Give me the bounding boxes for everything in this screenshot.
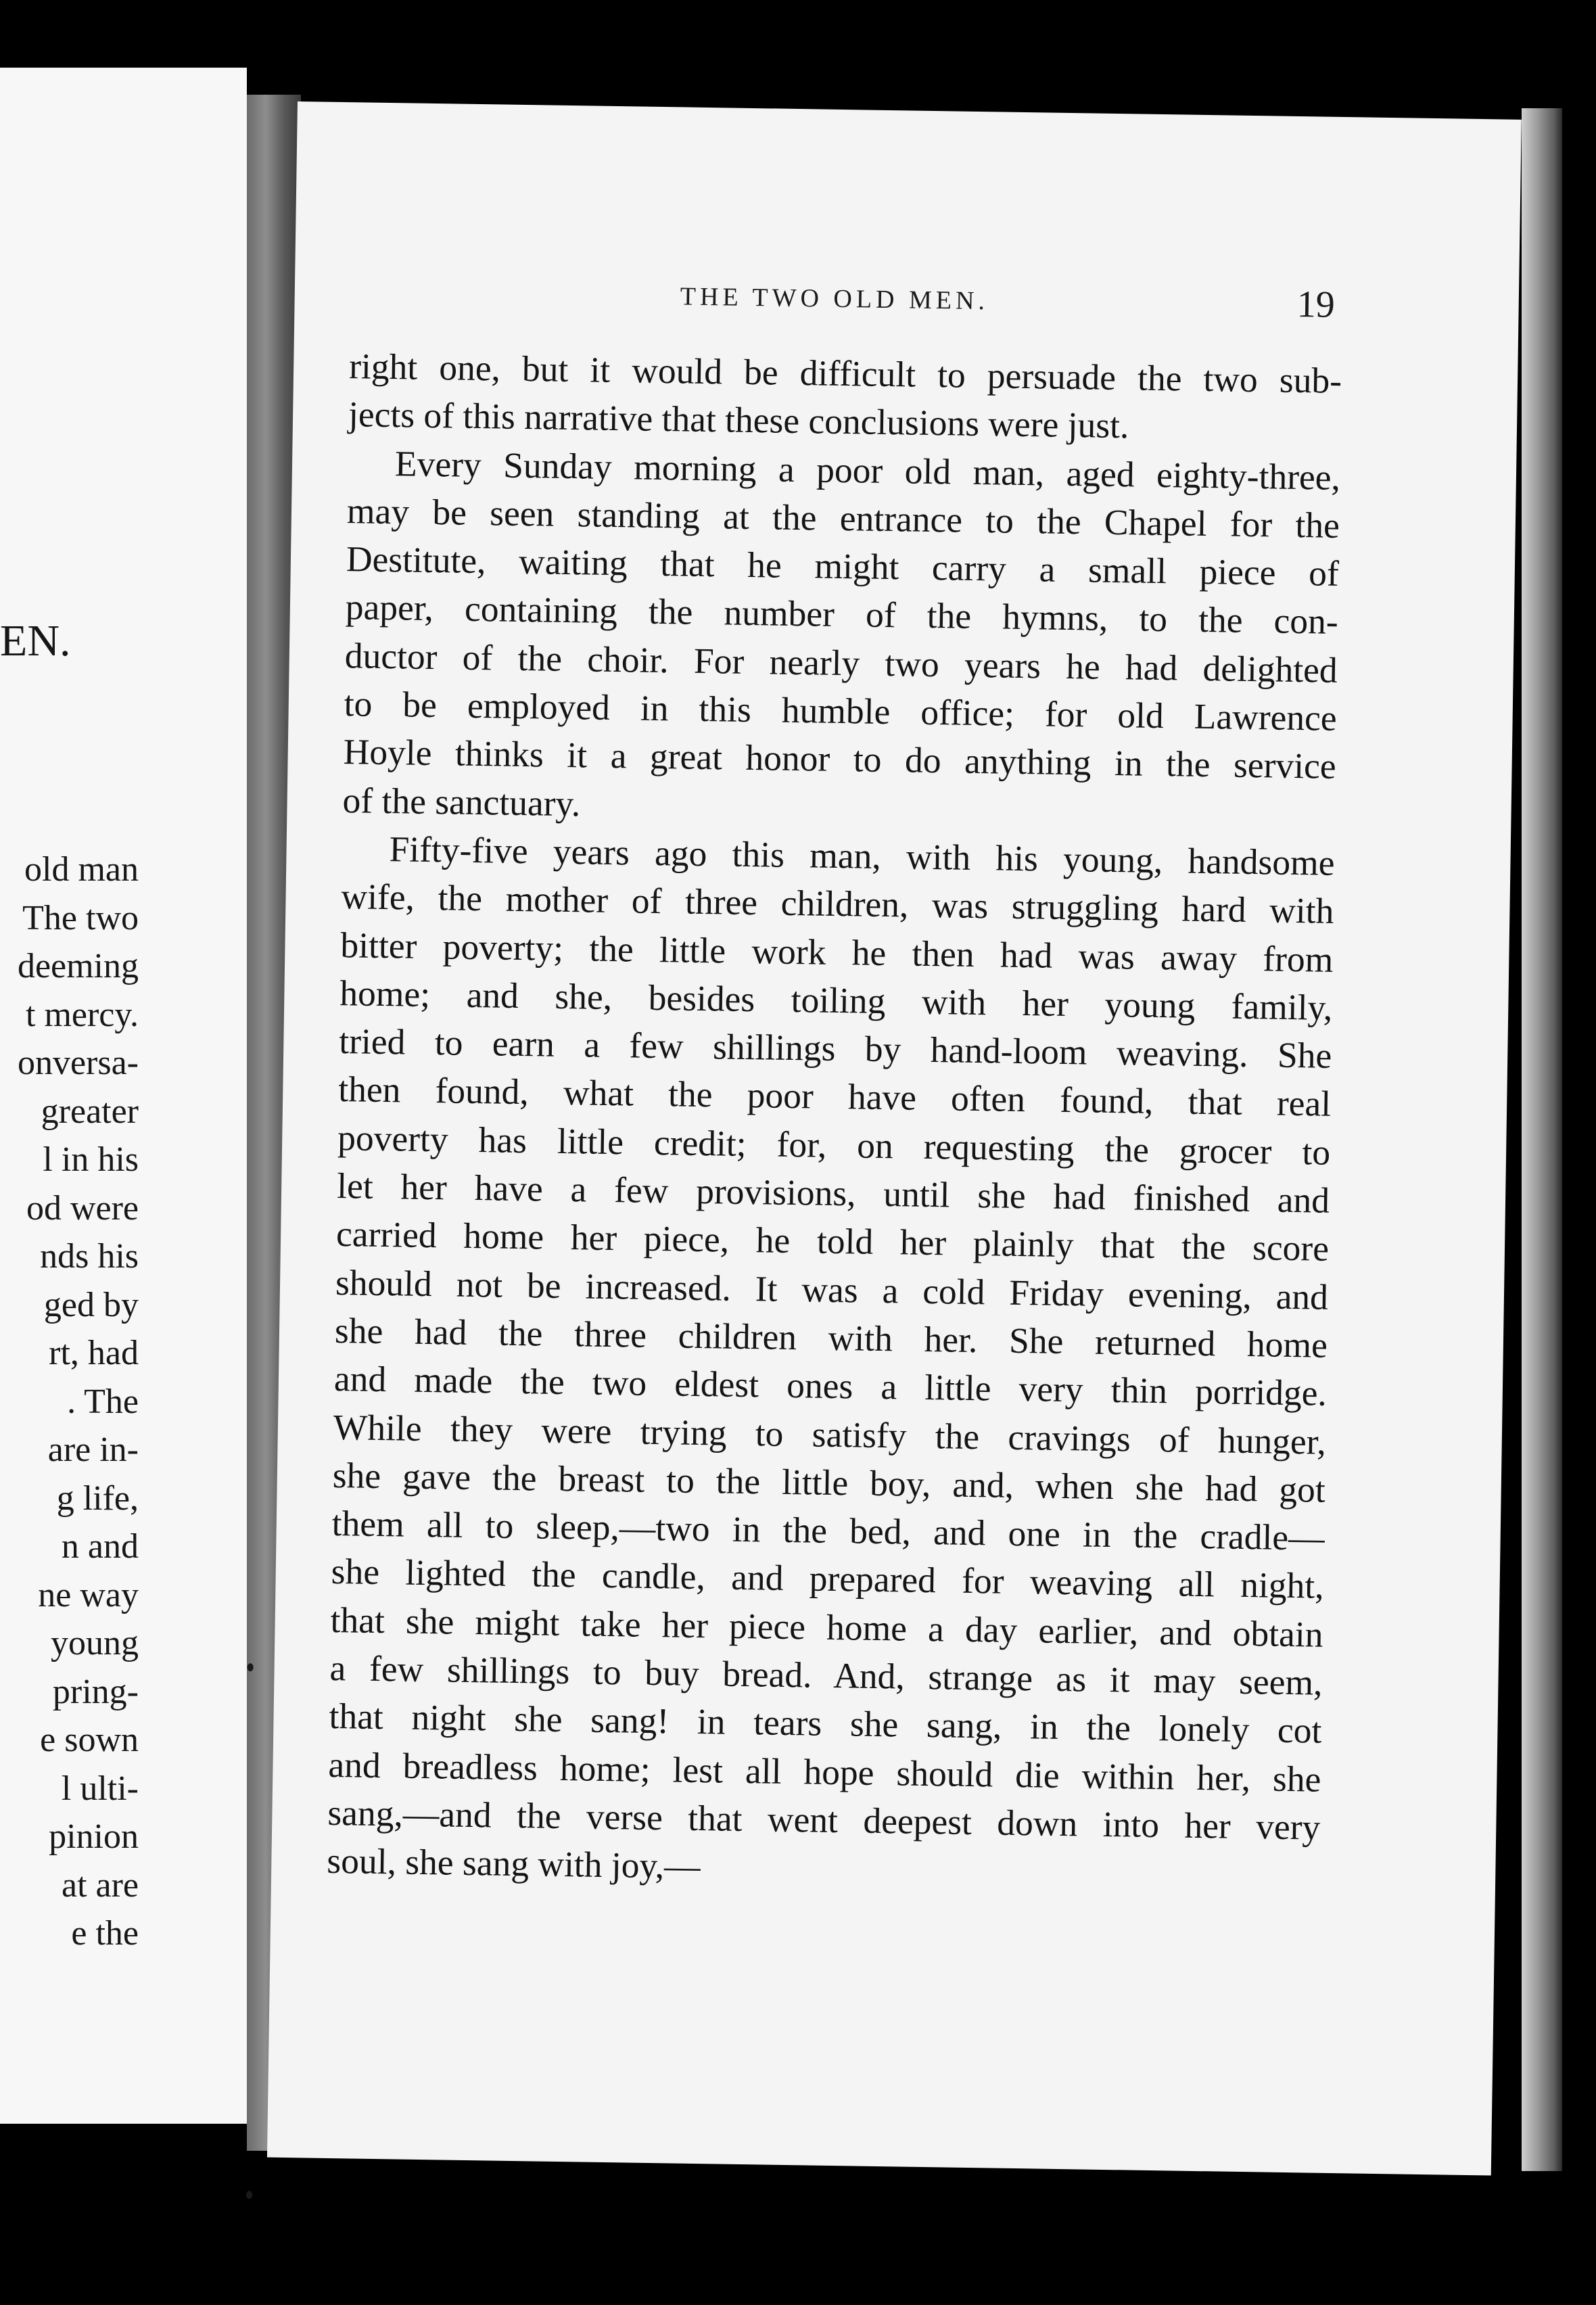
- facing-line: pring-: [52, 1672, 139, 1711]
- running-title: THE TWO OLD MEN.: [680, 282, 989, 316]
- facing-line: g life,: [56, 1479, 139, 1518]
- facing-line: od were: [26, 1188, 139, 1228]
- text-line: paper, containing the number of the hymns, to the con-: [345, 586, 1339, 643]
- text-line: them all to sleep,—two in the bed, and one in the cradle—: [331, 1503, 1325, 1558]
- text-line: right one, but it would be difficult to persuade the two sub-: [348, 346, 1342, 401]
- text-line: she lighted the candle, and prepared for weaving all night,: [331, 1551, 1325, 1607]
- facing-line: t mercy.: [26, 995, 139, 1034]
- facing-line: . The: [67, 1382, 139, 1421]
- text-line: Destitute, waiting that he might carry a small piece of: [346, 538, 1340, 595]
- text-line: ductor of the choir. For nearly two years he had delighted: [344, 634, 1338, 691]
- text-line: wife, the mother of three children, was struggling hard with: [341, 876, 1334, 932]
- facing-line: l in his: [43, 1140, 139, 1179]
- facing-line: deeming: [17, 947, 139, 985]
- text-line: she gave the breast to the little boy, and, when she had got: [332, 1454, 1326, 1510]
- facing-line: rt, had: [49, 1334, 139, 1372]
- text-line: then found, what the poor have often found, that real: [337, 1069, 1332, 1125]
- text-line: to be employed in this humble office; for old Lawrence: [344, 683, 1338, 739]
- facing-line: n and: [61, 1527, 139, 1566]
- facing-line: at are: [61, 1865, 139, 1905]
- text-line: While they were trying to satisfy the cravings of hunger,: [333, 1406, 1327, 1462]
- text-line: that she might take her piece home a day earlier, and obtain: [330, 1599, 1323, 1655]
- facing-line: l ulti-: [61, 1769, 139, 1808]
- text-line: a few shillings to buy bread. And, strange as it may seem,: [329, 1647, 1323, 1703]
- text-line: should not be increased. It was a cold Friday evening, and: [335, 1261, 1329, 1318]
- text-line: tried to earn a few shillings by hand-loom weaving. She: [338, 1021, 1332, 1076]
- facing-line: are in-: [47, 1430, 139, 1469]
- facing-line: young: [51, 1624, 139, 1662]
- text-line: carried home her piece, he told her plainly that the score: [335, 1213, 1330, 1270]
- running-head: [294, 276, 1519, 335]
- facing-page-heading: EN.: [0, 616, 71, 666]
- text-line: she had the three children with her. She returned home: [334, 1309, 1328, 1366]
- page-stack-edge: [1522, 108, 1562, 2171]
- text-line: home; and she, besides toiling with her young family,: [339, 972, 1333, 1028]
- text-line: of the sanctuary.: [342, 779, 581, 824]
- text-line: Fifty-five years ago this man, with his young, handsome: [389, 829, 1335, 883]
- facing-line: e the: [71, 1914, 139, 1953]
- facing-page-text: [18, 845, 139, 1958]
- facing-line: nds his: [40, 1237, 139, 1276]
- facing-line: ne way: [38, 1575, 139, 1614]
- text-line: and made the two eldest ones a little very thin porridge.: [333, 1358, 1328, 1414]
- text-line: bitter poverty; the little work he then had was away from: [340, 924, 1334, 980]
- body-text: [327, 342, 1342, 1900]
- text-line: and breadless home; lest all hope should die within her, she: [328, 1744, 1321, 1800]
- text-line: jects of this narrative that these conclusions were just.: [348, 394, 1129, 446]
- text-line: soul, she sang with joy,—: [326, 1840, 701, 1887]
- text-line: sang,—and the verse that went deepest down into her very: [327, 1792, 1321, 1848]
- text-line: let her have a few provisions, until she had finished and: [336, 1165, 1330, 1221]
- text-line: may be seen standing at the entrance to the Chapel for the: [346, 490, 1340, 546]
- facing-page: [0, 68, 247, 2124]
- facing-line: pinion: [49, 1817, 139, 1856]
- facing-line: The two: [22, 898, 139, 937]
- ink-speck: [246, 2191, 252, 2199]
- text-line: poverty has little credit; for, on requesting the grocer to: [337, 1117, 1331, 1173]
- text-line: Every Sunday morning a poor old man, aged eighty-three,: [394, 442, 1341, 498]
- text-line: that night she sang! in tears she sang, in the lonely cot: [329, 1696, 1322, 1752]
- page-number: 19: [1296, 283, 1336, 326]
- facing-line: ged by: [43, 1285, 139, 1324]
- main-page: [267, 101, 1522, 2176]
- facing-line: e sown: [40, 1721, 139, 1759]
- facing-line: greater: [41, 1092, 139, 1131]
- text-line: Hoyle thinks it a great honor to do anything in the service: [343, 731, 1337, 787]
- facing-line: old man: [24, 850, 139, 889]
- facing-line: onversa-: [17, 1044, 139, 1082]
